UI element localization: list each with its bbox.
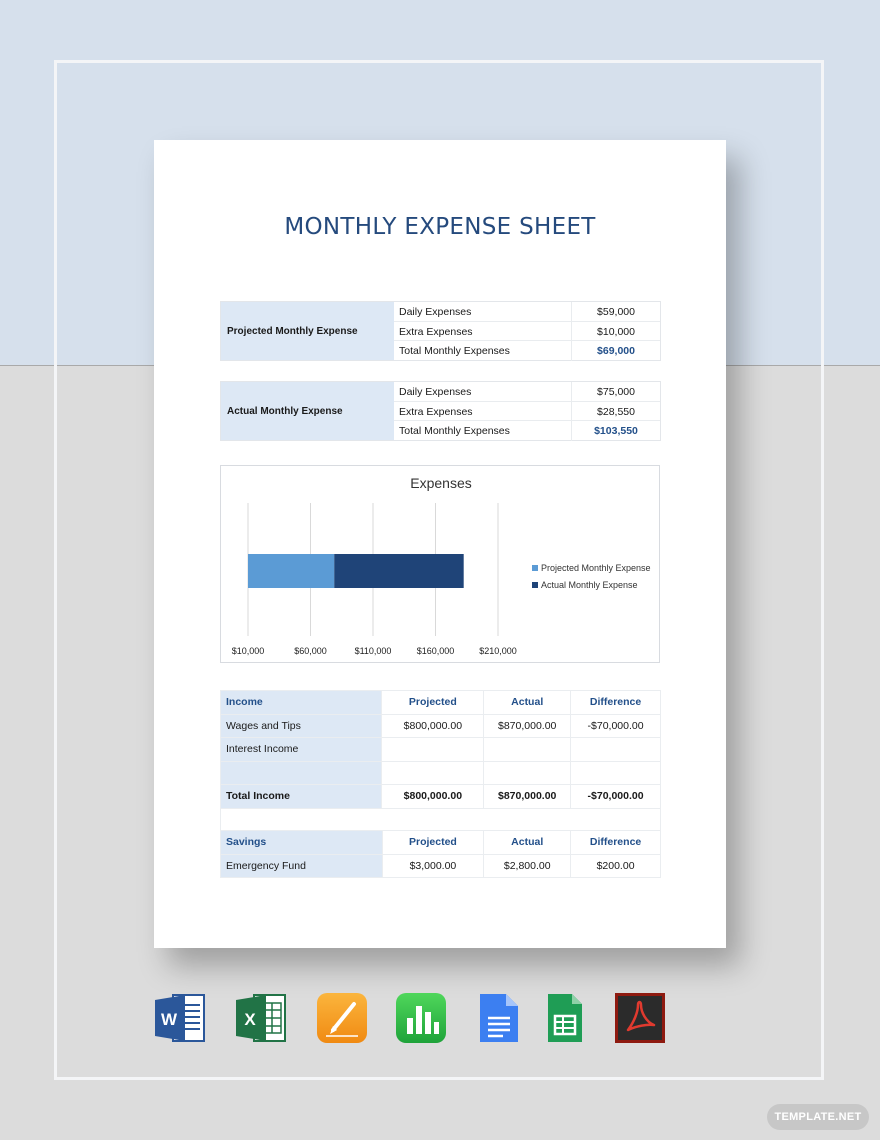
chart-title: Expenses [410, 475, 472, 491]
row-value: $28,550 [571, 402, 660, 421]
summary-row [394, 322, 660, 342]
table-cell [382, 738, 484, 762]
table-row [221, 854, 661, 878]
row-name: Daily Expenses [399, 306, 472, 318]
svg-text:X: X [244, 1010, 256, 1029]
table-spacer [220, 806, 661, 830]
total-difference: -$70,000.00 [571, 785, 661, 809]
total-label: Total Income [221, 785, 382, 809]
row-value: $75,000 [571, 382, 660, 401]
excel-icon[interactable] [236, 992, 288, 1044]
row-value: $59,000 [571, 302, 660, 321]
table-cell [571, 761, 661, 785]
table-cell: Emergency Fund [221, 854, 383, 878]
total-row [221, 785, 661, 809]
header-income: Income [221, 691, 382, 715]
legend-item-projected [532, 563, 651, 573]
row-name: Total Monthly Expenses [399, 345, 510, 357]
header-projected: Projected [382, 691, 484, 715]
income-table [220, 690, 661, 809]
acrobat-icon[interactable] [614, 992, 666, 1044]
summary-row [394, 402, 660, 422]
legend-item-actual [532, 580, 638, 590]
table-cell [484, 738, 571, 762]
table-cell: Wages and Tips [221, 714, 382, 738]
table-cell: -$70,000.00 [571, 714, 661, 738]
savings-table [220, 830, 661, 878]
x-tick-label: $60,000 [294, 646, 327, 656]
template-net-badge[interactable]: TEMPLATE.NET [767, 1104, 869, 1130]
legend-label: Actual Monthly Expense [541, 580, 638, 590]
pages-icon[interactable] [316, 992, 368, 1044]
table-cell: $800,000.00 [382, 714, 484, 738]
table-row [221, 714, 661, 738]
legend-label: Projected Monthly Expense [541, 563, 651, 573]
expenses-chart [220, 465, 660, 663]
legend-swatch-actual [532, 582, 538, 588]
x-tick-label: $10,000 [231, 646, 265, 656]
header-actual: Actual [484, 691, 571, 715]
table-cell: Interest Income [221, 738, 382, 762]
row-name: Extra Expenses [399, 325, 473, 338]
table-cell: $870,000.00 [484, 714, 571, 738]
table-cell [221, 761, 382, 785]
svg-text:W: W [160, 1010, 178, 1029]
bar-actual [334, 554, 463, 588]
header-projected: Projected [382, 831, 484, 855]
summary-row [394, 382, 660, 402]
projected-summary-table [220, 301, 661, 361]
row-total: $69,000 [571, 341, 660, 361]
header-savings: Savings [221, 831, 383, 855]
table-row [221, 738, 661, 762]
table-cell: $200.00 [571, 854, 661, 878]
table-cell [484, 761, 571, 785]
document-title: MONTHLY EXPENSE SHEET [284, 214, 596, 240]
row-name: Total Monthly Expenses [399, 425, 510, 437]
google-sheets-icon[interactable] [544, 992, 596, 1044]
header-difference: Difference [571, 691, 661, 715]
total-actual: $870,000.00 [484, 785, 571, 809]
x-tick-label: $210,000 [479, 646, 517, 656]
word-icon[interactable] [155, 992, 207, 1044]
projected-label: Projected Monthly Expense [221, 302, 394, 360]
row-name: Extra Expenses [399, 405, 473, 418]
total-projected: $800,000.00 [382, 785, 484, 809]
summary-row [394, 421, 660, 441]
summary-row [394, 302, 660, 322]
x-tick-label: $160,000 [416, 646, 455, 656]
row-total: $103,550 [571, 421, 660, 441]
summary-row [394, 341, 660, 361]
table-cell [571, 738, 661, 762]
bar-projected [248, 554, 334, 588]
header-actual: Actual [484, 831, 571, 855]
table-header-row [221, 691, 661, 715]
numbers-icon[interactable] [395, 992, 447, 1044]
actual-label: Actual Monthly Expense [221, 382, 394, 440]
legend-swatch-projected [532, 565, 538, 571]
row-name: Daily Expenses [399, 386, 472, 398]
table-cell: $2,800.00 [484, 854, 571, 878]
header-difference: Difference [571, 831, 661, 855]
table-row [221, 761, 661, 785]
table-cell [382, 761, 484, 785]
row-value: $10,000 [571, 322, 660, 341]
table-header-row [221, 831, 661, 855]
google-docs-icon[interactable] [474, 992, 526, 1044]
table-cell: $3,000.00 [382, 854, 484, 878]
actual-summary-table [220, 381, 661, 441]
x-tick-label: $110,000 [354, 646, 392, 656]
